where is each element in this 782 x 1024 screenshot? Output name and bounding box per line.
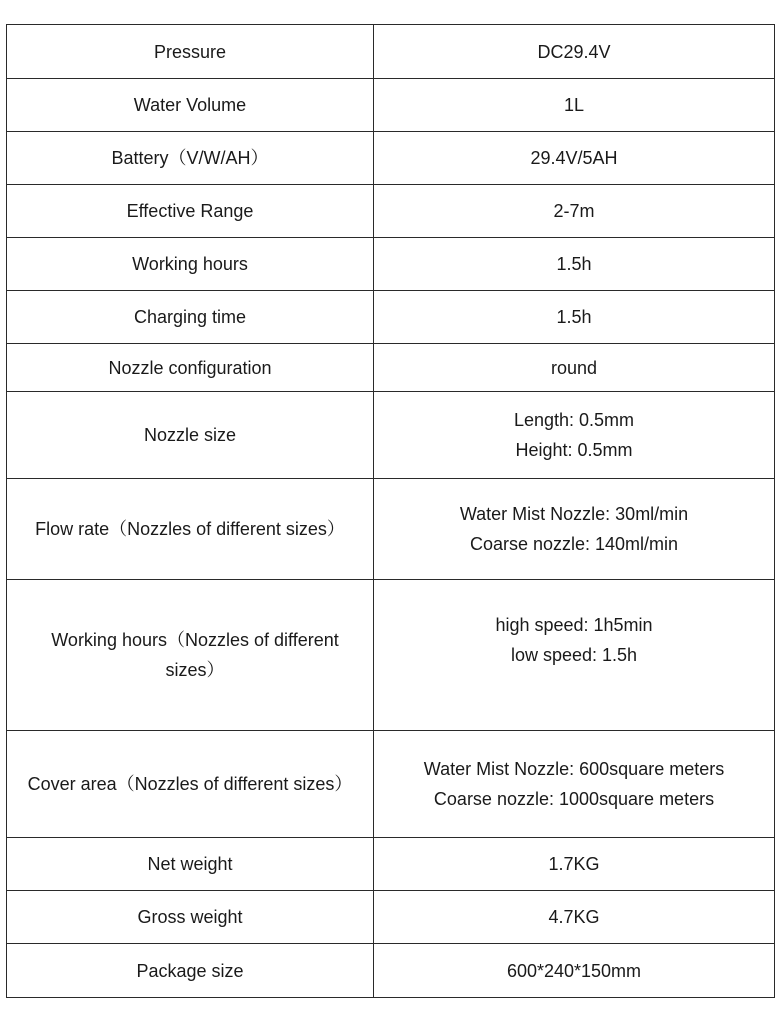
table-row xyxy=(7,344,775,392)
value-line: Height: 0.5mm xyxy=(515,440,633,460)
table-row xyxy=(7,944,775,998)
row-value xyxy=(374,392,775,479)
table-row xyxy=(7,79,775,132)
row-value xyxy=(374,891,775,944)
value-line: DC29.4V xyxy=(537,41,611,62)
row-label: Package size xyxy=(7,944,374,998)
table-row xyxy=(7,291,775,344)
row-label: Water Volume xyxy=(7,79,374,132)
row-value xyxy=(374,25,775,79)
value-line: Water Mist Nozzle: 600square meters xyxy=(423,759,725,779)
row-label: Battery（V/W/AH） xyxy=(7,132,374,185)
row-label: Effective Range xyxy=(7,185,374,238)
value-line: round xyxy=(550,357,598,378)
row-value xyxy=(374,731,775,838)
value-line: Length: 0.5mm xyxy=(513,410,635,430)
table-row xyxy=(7,132,775,185)
table-row xyxy=(7,238,775,291)
row-value xyxy=(374,238,775,291)
row-label: Working hours（Nozzles of different sizes） xyxy=(7,580,374,731)
value-line: 2-7m xyxy=(553,201,595,221)
value-line: 1.5h xyxy=(556,307,592,327)
value-line: 600*240*150mm xyxy=(506,960,642,981)
row-value xyxy=(374,838,775,891)
value-line: Coarse nozzle: 1000square meters xyxy=(433,789,715,809)
value-line: 1L xyxy=(563,95,585,115)
row-label: Nozzle configuration xyxy=(7,344,374,392)
row-value xyxy=(374,944,775,998)
row-label: Pressure xyxy=(7,25,374,79)
value-line: Coarse nozzle: 140ml/min xyxy=(469,534,679,554)
table-row xyxy=(7,479,775,580)
row-value xyxy=(374,132,775,185)
table-row xyxy=(7,891,775,944)
table-row xyxy=(7,580,775,731)
value-line: 4.7KG xyxy=(548,907,600,927)
row-value xyxy=(374,479,775,580)
table-row xyxy=(7,838,775,891)
row-value xyxy=(374,185,775,238)
row-value xyxy=(374,580,775,731)
row-label: Nozzle size xyxy=(7,392,374,479)
row-value xyxy=(374,79,775,132)
table-row xyxy=(7,185,775,238)
value-line: low speed: 1.5h xyxy=(510,645,638,665)
row-label: Net weight xyxy=(7,838,374,891)
value-line: 1.5h xyxy=(556,254,592,274)
row-label: Gross weight xyxy=(7,891,374,944)
row-label: Working hours xyxy=(7,238,374,291)
value-line: 1.7KG xyxy=(548,854,600,874)
row-value xyxy=(374,344,775,392)
table-row xyxy=(7,731,775,838)
row-label: Cover area（Nozzles of different sizes） xyxy=(7,731,374,838)
value-line: 29.4V/5AH xyxy=(530,148,618,168)
row-label: Charging time xyxy=(7,291,374,344)
row-value xyxy=(374,291,775,344)
value-line: Water Mist Nozzle: 30ml/min xyxy=(459,504,689,524)
row-label: Flow rate（Nozzles of different sizes） xyxy=(7,479,374,580)
table-row xyxy=(7,392,775,479)
table-row xyxy=(7,25,775,79)
value-line: high speed: 1h5min xyxy=(495,615,653,635)
spec-table xyxy=(6,24,775,998)
